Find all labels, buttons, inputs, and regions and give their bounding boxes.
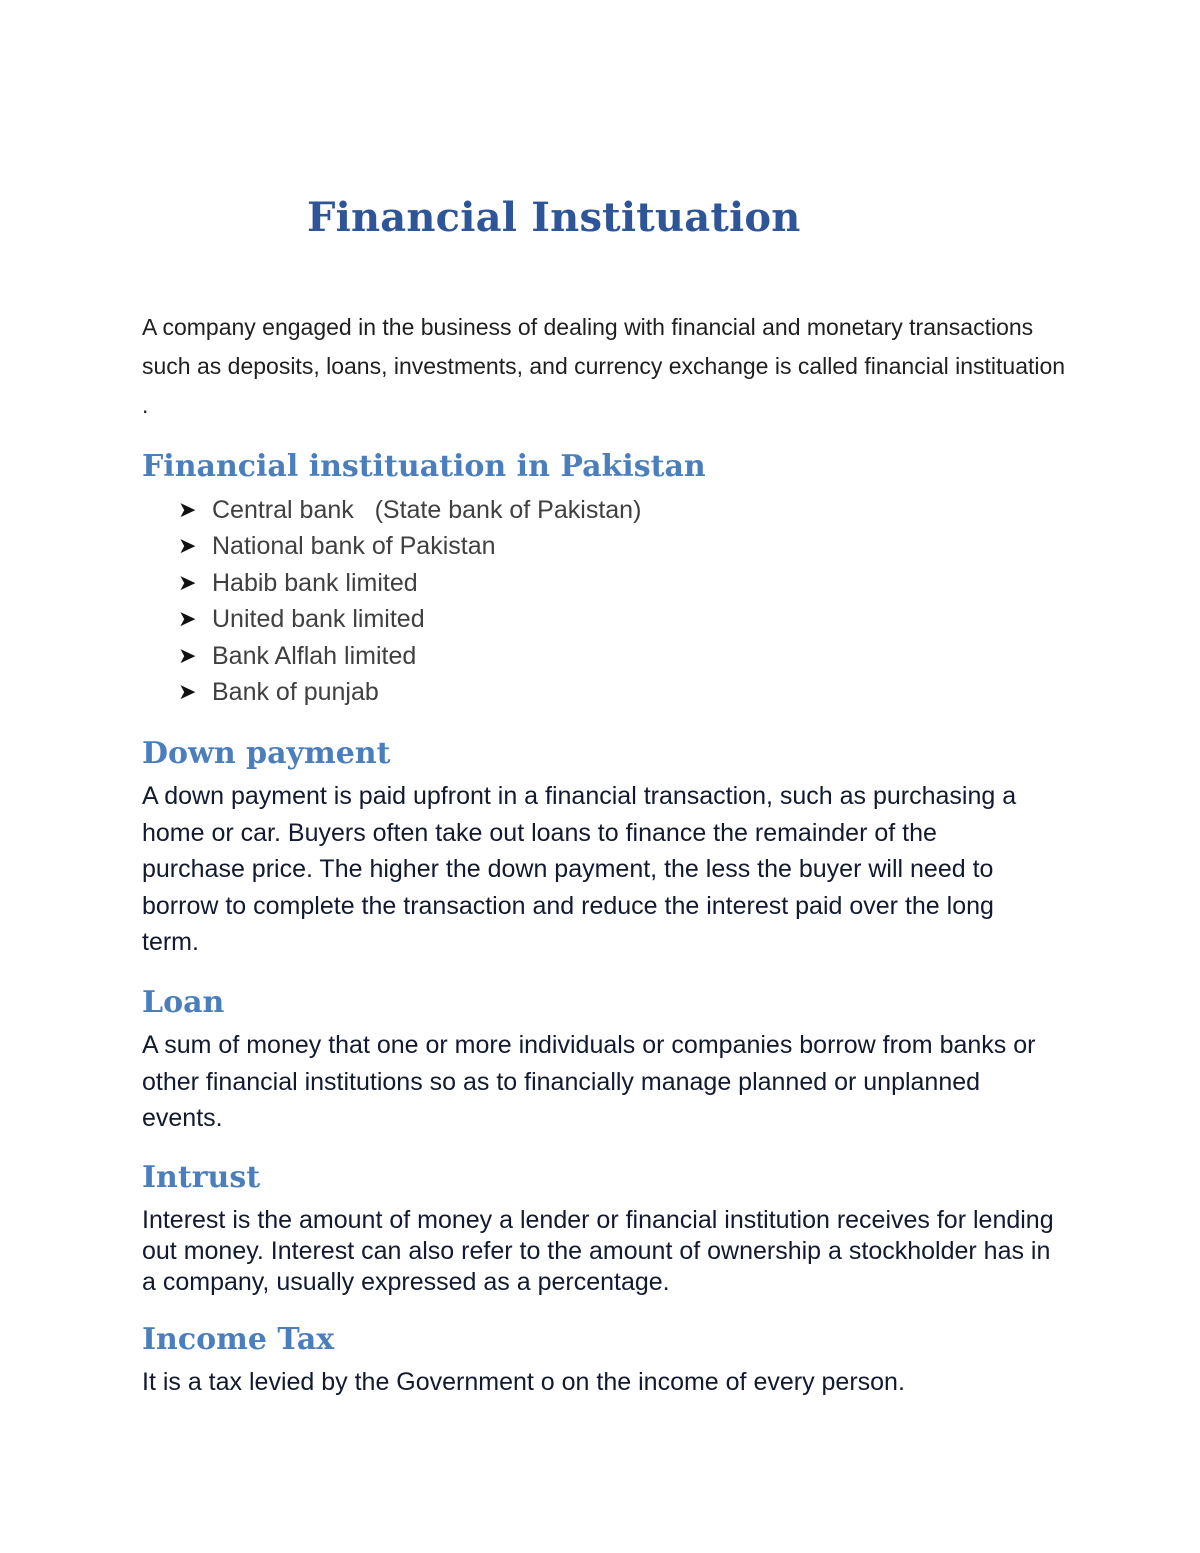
arrowhead-bullet-icon: ➤ — [178, 569, 197, 595]
arrowhead-bullet-icon: ➤ — [178, 606, 197, 632]
arrowhead-bullet-icon: ➤ — [178, 497, 197, 522]
list-item-label: National bank of Pakistan — [212, 532, 496, 561]
loan-paragraph: A sum of money that one or more individuals or companies borrow from banks or other financial institutions so as to financially manage planned or unplanned events. — [142, 1031, 1036, 1132]
list-item-label: Bank of punjab — [212, 678, 379, 707]
list-item-label: Central bank (State bank of Pakistan) — [212, 496, 642, 524]
pakistan-section-heading: Financial instituation in Pakistan — [142, 449, 706, 484]
list-item — [178, 601, 641, 637]
loan-heading: Loan — [142, 985, 225, 1020]
list-item — [178, 565, 641, 601]
arrowhead-bullet-icon: ➤ — [178, 679, 197, 705]
intrust-heading: Intrust — [142, 1160, 261, 1195]
income-tax-heading: Income Tax — [142, 1322, 335, 1357]
income-tax-paragraph: It is a tax levied by the Government o on the income of every person. — [142, 1368, 905, 1396]
list-item — [178, 528, 641, 564]
list-item — [178, 492, 641, 528]
page-title: Financial Instituation — [307, 194, 801, 241]
intro-paragraph: A company engaged in the business of dealing with financial and monetary transactions such as deposits, loans, investments, and currency exchange is called financial instituation . — [142, 314, 1066, 418]
arrowhead-bullet-icon: ➤ — [178, 642, 197, 668]
down-payment-paragraph: A down payment is paid upfront in a financial transaction, such as purchasing a home or car. Buyers often take out loans to finance the remainder of the purchase price. The higher the down payment, the less the buyer will need to borrow to complete the transaction and reduce the interest paid over the long term. — [142, 782, 1017, 956]
list-item — [178, 638, 641, 674]
intrust-paragraph: Interest is the amount of money a lender or financial institution receives for lending out money. Interest can also refer to the amount of ownership a stockholder has in a company, usually expressed as a percentage. — [142, 1206, 1054, 1296]
arrowhead-bullet-icon: ➤ — [178, 533, 197, 559]
list-item-label: Habib bank limited — [212, 568, 418, 597]
list-item-label: Bank Alflah limited — [212, 641, 417, 670]
bank-list — [178, 492, 641, 710]
list-item-label: United bank limited — [212, 605, 425, 634]
list-item — [178, 674, 641, 710]
down-payment-heading: Down payment — [142, 736, 391, 771]
